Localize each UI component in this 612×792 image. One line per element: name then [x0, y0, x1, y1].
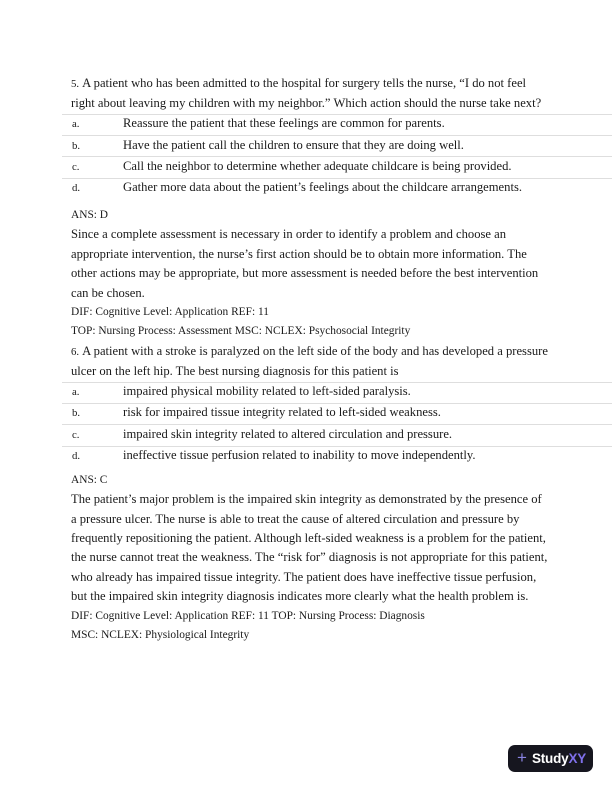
options-table [62, 114, 612, 199]
option-letter: a. [72, 118, 80, 131]
option-row [62, 446, 612, 467]
question-number: 6. [71, 345, 80, 358]
option-row [62, 114, 612, 135]
meta-line-msc: MSC: NCLEX: Physiological Integrity [71, 629, 250, 642]
answer-label: ANS: C [71, 473, 108, 486]
meta-line-dif: DIF: Cognitive Level: Application REF: 11 TOP: Nursing Process: Diagnosis [71, 609, 425, 622]
option-row [62, 424, 612, 445]
question-number: 5. [71, 78, 80, 90]
question-stem-text: A patient who has been admitted to the hospital for surgery tells the nurse, “I do not feel right about leaving my children with my neighbor.” Which action should the nurse take next? [71, 76, 542, 111]
option-text: impaired skin integrity related to altered circulation and pressure. [123, 426, 453, 441]
option-row [62, 156, 612, 177]
question-stem [71, 342, 548, 382]
option-text: risk for impaired tissue integrity related to left-sided weakness. [123, 405, 441, 420]
option-letter: c. [72, 428, 80, 441]
brand-name-primary: Study [531, 750, 569, 766]
brand-name-accent: XY [568, 750, 587, 766]
plus-icon: + [517, 748, 527, 767]
meta-line-top: TOP: Nursing Process: Assessment MSC: NCLEX: Psychosocial Integrity [71, 325, 411, 338]
option-text: Reassure the patient that these feelings are common for parents. [123, 116, 445, 131]
option-letter: d. [72, 450, 81, 463]
option-letter: b. [72, 407, 81, 420]
meta-line-dif: DIF: Cognitive Level: Application REF: 11 [71, 306, 269, 319]
option-text: Have the patient call the children to ensure that they are doing well. [123, 137, 464, 152]
option-text: Call the neighbor to determine whether adequate childcare is being provided. [123, 158, 512, 173]
rationale-text: Since a complete assessment is necessary in order to identify a problem and choose an appropriate intervention, the nurse’s first action should be to obtain more information. The other actions may be appropriate, but more assessment is needed before the best intervention can be chosen. [71, 227, 539, 300]
option-letter: d. [72, 182, 81, 195]
option-text: impaired physical mobility related to left-sided paralysis. [123, 384, 411, 399]
option-letter: b. [72, 139, 81, 152]
option-letter: c. [72, 160, 80, 173]
question-stem [71, 74, 548, 114]
answer-label: ANS: D [71, 209, 109, 221]
option-row [62, 178, 612, 199]
option-letter: a. [72, 386, 80, 399]
brand-name [532, 752, 586, 766]
studyxy-badge[interactable] [508, 745, 593, 772]
option-row [62, 382, 612, 403]
option-text: Gather more data about the patient’s feelings about the childcare arrangements. [123, 180, 522, 195]
option-text: ineffective tissue perfusion related to inability to move independently. [123, 448, 476, 463]
question-stem-text: A patient with a stroke is paralyzed on the left side of the body and has developed a pressure ulcer on the left hip. The best nursing diagnosis for this patient is [71, 343, 548, 379]
option-row [62, 403, 612, 424]
rationale-text: The patient’s major problem is the impaired skin integrity as demonstrated by the presence of a pressure ulcer. The nurse is able to treat the cause of altered circulation and pressure by frequently repositioning the patient. Although left-sided weakness is a problem for the patient, the nurse cannot treat the weakness. The “risk for” diagnosis is not appropriate for this patient, who already has impaired tissue integrity. The patient does have ineffective tissue perfusion, but the impaired skin integrity diagnosis indicates more clearly what the health problem is. [71, 492, 548, 604]
option-row [62, 135, 612, 156]
options-table [62, 382, 612, 467]
